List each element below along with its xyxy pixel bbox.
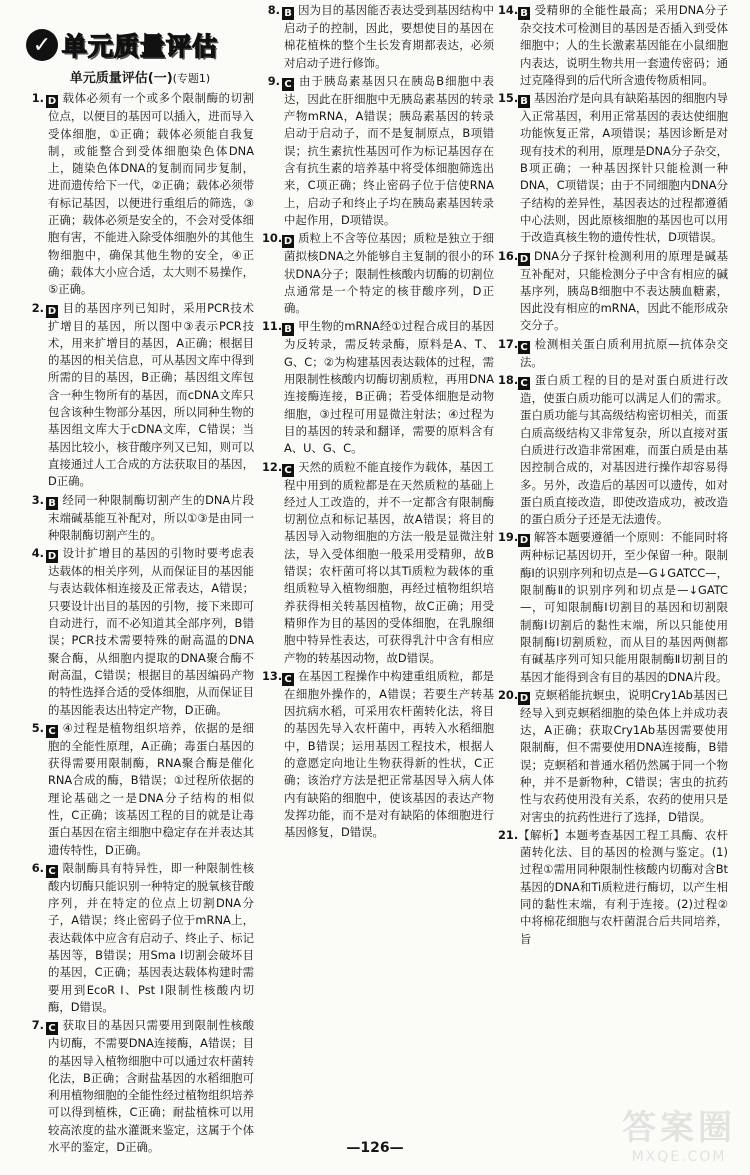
item-text: 设计扩增目的基因的引物时要考虑表达载体的相关序列，从而保证目的基因能与表达载体相连接及正常表达，A错误；只要设计出目的基因的引物，接下来即可自动进行，而不必知道其全部序列，B错误；PCR技术需要特殊的耐高温的DNA聚合酶，从细胞内提取的DNA聚合酶不耐高温，C错误；根据目的基因编码产物的特性选择合适的受体细胞，从而保证目的基因能表达出特定产物，D正确。 bbox=[48, 546, 254, 717]
answer-badge: C bbox=[282, 464, 294, 477]
check-icon: ✓ bbox=[26, 29, 58, 61]
banner bbox=[26, 28, 218, 62]
answer-badge: B bbox=[46, 497, 58, 510]
item-number: 1. bbox=[31, 91, 44, 106]
item-text: 基因治疗是向具有缺陷基因的细胞内导入正常基因，利用正常基因的表达使细胞功能恢复正常，A项错误；基因诊断是对现有技术的利用，原理是DNA分子杂交，B项正确；一种基因探针只能检测一种DNA，C项错误；由于不同细胞内DNA分子结构的差异性，基因表达的过程都遵循中心法则，因此原核细胞的基因也可以用于改造真核生物的遗传性状，D项错误。 bbox=[520, 91, 728, 245]
answer-item bbox=[26, 300, 254, 491]
answer-badge: D bbox=[47, 96, 57, 108]
answer-item bbox=[498, 529, 728, 685]
column-2 bbox=[262, 2, 494, 842]
item-number: 19. bbox=[498, 530, 519, 545]
answer-badge: C bbox=[46, 865, 58, 878]
answer-item bbox=[26, 492, 254, 545]
item-number: 8. bbox=[267, 3, 280, 17]
answer-item bbox=[262, 230, 494, 317]
answer-item bbox=[262, 73, 494, 229]
answer-badge: D bbox=[519, 253, 529, 265]
answer-badge: D bbox=[519, 692, 529, 704]
section-title: 单元质量评估(一)(专题1) bbox=[69, 71, 211, 86]
item-text: 检测相关蛋白质利用抗原—抗体杂交法。 bbox=[520, 336, 728, 369]
item-number: 9. bbox=[267, 73, 280, 88]
item-text: 甲生物的mRNA经①过程合成目的基因为反转录，需反转录酶，原料是A、T、G、C；②为构建基因表达载体的过程，需用限制性核酸内切酶切割质粒，再用DNA连接酶连接，B正确；若受体细胞是动物细胞，③过程可用显微注射法；④过程为目的基因的转录和翻译，需要的原料含有A、U、G、C。 bbox=[284, 319, 494, 456]
item-text: 【解析】本题考查基因工程工具酶、农杆菌转化法、目的基因的检测与鉴定。(1)过程①需用同种限制性核酸内切酶对含Bt基因的DNA和Ti质粒进行酶切，以产生相同的黏性末端，有利于连接。(2)过程②中将棉花细胞与农杆菌混合后共同培养，旨 bbox=[518, 827, 728, 946]
item-number: 17. bbox=[498, 336, 519, 351]
item-number: 10. bbox=[262, 231, 283, 246]
item-text: 天然的质粒不能直接作为载体，基因工程中用到的质粒都是在天然质粒的基础上经过人工改造的，并不一定都含有限制酶切割位点和标记基因，故A错误；将目的基因导入动物细胞的方法一般是显微注射法，导入受体细胞一般采用受精卵，故B错误；农杆菌可将以其Ti质粒为载体的重组质粒导入植物细胞，再经过植物组织培养获得相关转基因植物，故C正确；用受精卵作为目的基因的受体细胞，在乳腺细胞中特异性表达，可获得乳汁中含有相应产物的转基因动物，故D错误。 bbox=[284, 459, 494, 665]
item-number: 21. bbox=[498, 827, 519, 842]
answer-badge: B bbox=[518, 7, 530, 20]
section-hint: (专题1) bbox=[172, 72, 211, 85]
item-text: 获取目的基因只需要用到限制性核酸内切酶，不需要DNA连接酶，A错误；目的基因导入植物细胞中可以通过农杆菌转化法，B正确；含耐盐基因的水稻细胞可利用植物细胞的全能性经过植物组织培养可以得到植株，C正确；耐盐植株可以用较高浓度的盐水灌溉来鉴定，这属于个体水平的鉴定，D正确。 bbox=[48, 1018, 254, 1155]
item-number: 14. bbox=[498, 3, 519, 17]
item-text: ④过程是植物组织培养，依据的是细胞的全能性原理，A正确；毒蛋白基因的获得需要用限制酶，RNA聚合酶是催化RNA合成的酶，B错误；①过程所依据的理论基础之一是DNA分子结构的相似性，C正确；该基因工程的目的就是让毒蛋白基因在宿主细胞中稳定存在并表达其遗传特性，D正确。 bbox=[48, 720, 254, 857]
answer-item bbox=[498, 827, 728, 948]
answer-item bbox=[26, 860, 254, 1016]
item-number: 4. bbox=[31, 546, 44, 561]
item-text: 蛋白质工程的目的是对蛋白质进行改造，使蛋白质功能可以满足人们的需求。蛋白质功能与其高级结构密切相关，而蛋白质高级结构又非常复杂，所以直接对蛋白质进行改造非常困难，而蛋白质是由基因控制合成的，对基因进行操作却容易得多。另外，改造后的基因可以遗传，如对蛋白质直接改造，即使改造成功，被改造的蛋白质分子还是无法遗传。 bbox=[520, 373, 728, 527]
answer-badge: C bbox=[518, 377, 530, 390]
item-number: 20. bbox=[498, 687, 519, 702]
item-number: 6. bbox=[31, 860, 44, 875]
answer-badge: C bbox=[46, 1022, 58, 1035]
item-text: 解答本题要遵循一个原则：不能同时将两种标记基因切开，至少保留一种。限制酶Ⅰ的识别序列和切点是—G↓GATCC—，限制酶Ⅱ的识别序列和切点是—↓GATC—，可知限制酶Ⅰ切割目的基因和切割限制酶Ⅰ切割后的黏性末端，所以只能使用限制酶Ⅰ切割质粒，而从目的基因两侧都有碱基序列可知只能用限制酶Ⅱ切割目的基因才能得到含有目的基因的DNA片段。 bbox=[520, 530, 728, 684]
answer-item bbox=[262, 318, 494, 457]
item-text: 载体必须有一个或多个限制酶的切割位点，以便目的基因可以插入，进而导入受体细胞，①正确；载体必须能自我复制，或能整合到受体细胞染色体DNA上，随染色体DNA的复制而同步复制，进而遗传给下一代，②正确；载体必须带有标记基因，以便进行重组后的筛选，③正确；载体必须是安全的，不会对受体细胞有害，不能进入除受体细胞外的其他生物细胞中，确保其他生物的安全，④正确；载体大小应合适，太大则不易操作，⑤正确。 bbox=[48, 91, 254, 297]
answer-badge: B bbox=[518, 95, 530, 108]
item-text: 质粒上不含等位基因；质粒是独立于细菌拟核DNA之外能够自主复制的很小的环状DNA分子；限制性核酸内切酶的切割位点通常是一个特定的核苷酸序列，D正确。 bbox=[284, 231, 494, 316]
answer-item bbox=[26, 1017, 254, 1156]
item-number: 3. bbox=[31, 492, 44, 507]
item-text: DNA分子探针检测利用的原理是碱基互补配对，只能检测分子中含有相应的碱基序列，胰岛B细胞中不表达胰血糖素，因此没有相应的mRNA，因此不能形成杂交分子。 bbox=[520, 248, 728, 333]
answer-item bbox=[262, 2, 494, 72]
item-text: 克螟稻能抗螟虫，说明Cry1Ab基因已经导入到克螟稻细胞的染色体上并成功表达，A正确；获取Cry1Ab基因需要使用限制酶，但不需要使用DNA连接酶，B错误；克螟稻和普通水稻仍然属于同一个物种，并不是新物种，C错误；害虫的抗药性与农药使用没有关系，农药的使用只是对害虫的抗药性进行了选择，D错误。 bbox=[520, 687, 728, 824]
answer-item bbox=[498, 90, 728, 246]
answer-item bbox=[498, 687, 728, 826]
column-3 bbox=[498, 2, 728, 949]
item-text: 受精卵的全能性最高；采用DNA分子杂交技术可检测目的基因是否插入到受体细胞中；人的生长激素基因能在小鼠细胞内表达，说明生物共用一套遗传密码；通过克隆得到的后代所含遗传物质相同。 bbox=[520, 3, 728, 87]
item-number: 13. bbox=[262, 668, 283, 683]
page-number: —126— bbox=[346, 1140, 404, 1156]
answer-badge: C bbox=[282, 673, 294, 686]
item-number: 5. bbox=[31, 720, 44, 735]
item-text: 因为目的基因能否表达受到基因结构中启动子的控制，因此，要想使目的基因在棉花植株的整个生长发育期都表达，必须对启动子进行修饰。 bbox=[284, 3, 494, 70]
answer-badge: B bbox=[282, 323, 294, 336]
answer-item bbox=[498, 248, 728, 335]
answer-item bbox=[26, 545, 254, 719]
item-number: 2. bbox=[31, 300, 44, 315]
item-number: 18. bbox=[498, 373, 519, 388]
answer-item bbox=[498, 336, 728, 371]
item-text: 在基因工程操作中构建重组质粒，都是在细胞外操作的，A错误；若要生产转基因抗病水稻，可采用农杆菌转化法，将目的基因先导入农杆菌中，再转入水稻细胞中，B错误；运用基因工程技术，根据人的意愿定向地让生物获得新的性状，C正确；该治疗方法是把正常基因导入病人体内有缺陷的细胞中，使该基因的表达产物发挥功能，而不是对有缺陷的体细胞进行基因修复，D错误。 bbox=[284, 668, 494, 840]
item-number: 16. bbox=[498, 248, 519, 263]
answer-item bbox=[262, 459, 494, 667]
item-number: 11. bbox=[262, 319, 283, 334]
watermark bbox=[622, 1100, 736, 1165]
answer-item bbox=[262, 668, 494, 842]
answer-badge: D bbox=[47, 551, 57, 563]
banner-title: 单元质量评估 bbox=[62, 32, 219, 61]
answer-badge: C bbox=[518, 341, 530, 354]
watermark-logo: 答案圈 bbox=[622, 1108, 736, 1148]
item-text: 由于胰岛素基因只在胰岛B细胞中表达，因此在肝细胞中无胰岛素基因的转录产物mRNA，A错误；胰岛素基因的转录启动于启动子，而不是复制原点，B项错误；抗生素抗性基因可作为标记基因存在含有抗生素的培养基中将受体细胞筛选出来，C项正确；终止密码子位于信使RNA上，启动子和终止子均在胰岛素基因转录中起作用，D项错误。 bbox=[284, 73, 494, 227]
answer-badge: C bbox=[282, 78, 294, 91]
item-number: 7. bbox=[31, 1018, 44, 1033]
item-number: 15. bbox=[498, 91, 519, 106]
item-number: 12. bbox=[262, 459, 283, 474]
column-1 bbox=[26, 70, 254, 1157]
watermark-url: MXQE.COM bbox=[631, 1149, 727, 1165]
answer-item bbox=[26, 90, 254, 298]
answer-badge: D bbox=[283, 236, 293, 248]
item-text: 经同一种限制酶切割产生的DNA片段末端碱基能互补配对，所以①③是由同一种限制酶切割产生的。 bbox=[48, 492, 254, 542]
answer-item bbox=[498, 372, 728, 528]
answer-item bbox=[498, 2, 728, 89]
item-text: 限制酶具有特异性，即一种限制性核酸内切酶只能识别一种特定的脱氧核苷酸序列，并在特定的位点上切割DNA分子，A错误；终止密码子位于mRNA上，表达载体中应含有启动子、终止子、标记基因等，B错误；用Sma Ⅰ切割会破坏目的基因，C正确；基因表达载体构建时需要用到EcoR Ⅰ、Pst Ⅰ限制性核酸内切酶，D错误。 bbox=[48, 860, 254, 1014]
answer-item bbox=[26, 720, 254, 859]
item-text: 目的基因序列已知时，采用PCR技术扩增目的基因，所以图中③表示PCR技术，用来扩增目的基因，A正确；根据目的基因的相关信息，可从基因文库中得到所需的目的基因，B正确；基因组文库包含一种生物所有的基因，而cDNA文库只包含该种生物部分基因，所以同种生物的基因组文库大于cDNA文库，C错误；当基因比较小，核苷酸序列又已知，则可以直接通过人工合成的方法获取目的基因，D正确。 bbox=[48, 300, 254, 489]
answer-badge: C bbox=[46, 725, 58, 738]
answer-badge: D bbox=[47, 305, 57, 317]
answer-badge: D bbox=[519, 535, 529, 547]
answer-badge: B bbox=[282, 7, 294, 20]
